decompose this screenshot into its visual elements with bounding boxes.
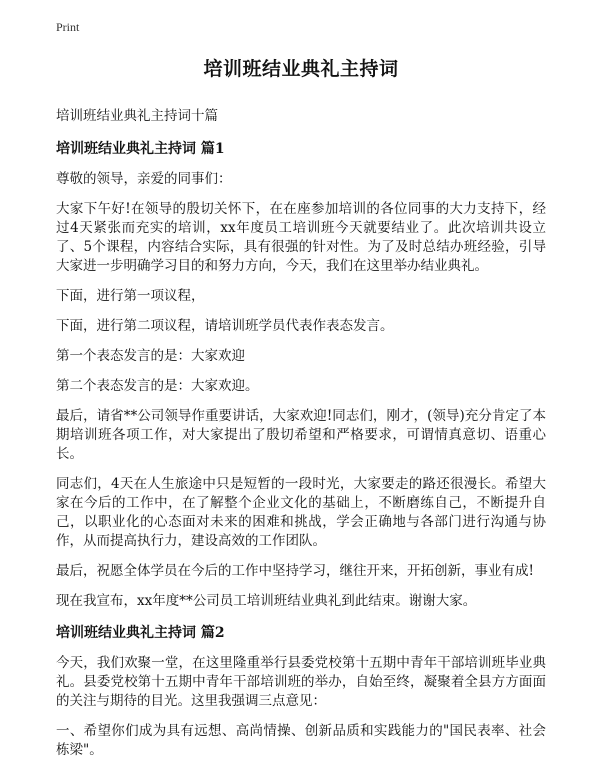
paragraph: 大家下午好!在领导的殷切关怀下，在在座参加培训的各位同事的大力支持下，经过4天紧张而充实的培训，xx年度员工培训班今天就要结业了。此次培训共设立了、5个课程，内容结合实际，具有很强的针对性。为了及时总结办班经验，引导大家进一步明确学习目的和努力方向，今天，我们在这里举办结业典礼。 — [56, 201, 546, 274]
paragraph: 下面，进行第一项议程， — [56, 288, 205, 304]
section-heading: 培训班结业典礼主持词 篇2 — [56, 625, 225, 641]
section-2 — [56, 622, 546, 760]
paragraph: 最后，祝愿全体学员在今后的工作中坚持学习，继往开来，开拓创新，事业有成! — [56, 563, 534, 579]
paragraph: 尊敬的领导，亲爱的同事们： — [56, 171, 232, 187]
print-label[interactable]: Print — [56, 20, 80, 34]
paragraph: 第二个表态发言的是：大家欢迎。 — [56, 378, 259, 394]
paragraph: 下面，进行第二项议程，请培训班学员代表作表态发言。 — [56, 318, 394, 334]
paragraph: 今天，我们欢聚一堂，在这里隆重举行县委党校第十五期中青年干部培训班毕业典礼。县委党校第十五期中青年干部培训班的举办，自始至终，凝聚着全县方方面面的关注与期待的目光。这里我强调三点意见： — [56, 655, 546, 709]
paragraph: 一、希望你们成为具有远想、高尚情操、创新品质和实践能力的"国民表率、社会栋梁"。 — [56, 723, 546, 758]
section-1 — [56, 138, 546, 611]
paragraph: 同志们，4天在人生旅途中只是短暂的一段时光，大家要走的路还很漫长。希望大家在今后的工作中，在了解整个企业文化的基础上，不断磨练自己，不断提升自己，以职业化的心态面对未来的困难和挑战，学会正确地与各部门进行沟通与协作，从而提高执行力，建设高效的工作团队。 — [56, 476, 546, 549]
paragraph: 现在我宣布，xx年度**公司员工培训班结业典礼到此结束。谢谢大家。 — [56, 593, 477, 609]
document-subtitle: 培训班结业典礼主持词十篇 — [56, 108, 218, 124]
document-title: 培训班结业典礼主持词 — [203, 58, 399, 80]
document-body — [56, 54, 546, 771]
paragraph: 最后，请省**公司领导作重要讲话，大家欢迎!同志们，刚才，(领导)充分肯定了本期培训班各项工作，对大家提出了殷切希望和严格要求，可谓情真意切、语重心长。 — [56, 408, 546, 462]
section-heading: 培训班结业典礼主持词 篇1 — [56, 141, 225, 157]
paragraph: 第一个表态发言的是：大家欢迎 — [56, 348, 245, 364]
